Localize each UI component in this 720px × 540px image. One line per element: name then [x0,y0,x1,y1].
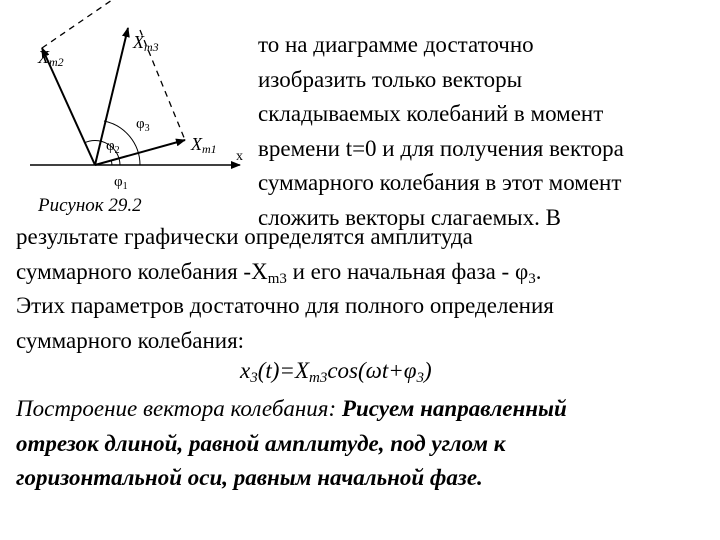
label-phi1: $\varphi_1$ [114,174,128,192]
vector-diagram-svg [0,0,260,200]
right-column-text [258,28,624,235]
construction-text [16,392,567,496]
text-line: то на диаграмме достаточно [258,32,534,57]
figure-caption: Рисунок 29.2 [38,195,142,216]
label-x-axis: x [236,149,243,164]
text-line: результате графически определятся амплитуда [16,224,473,249]
formula: $x_3(t)=X_{m3}\cos(\omega t+\varphi_3)$ [240,358,432,386]
label-xm1: Xm1 [191,134,217,156]
text-line: отрезок длиной, равной амплитуде, под углом к [16,430,506,456]
full-width-text [16,220,554,358]
text-line: Построение вектора колебания: Рисуем направленный [16,396,567,421]
text-line: суммарного колебания в этот момент [258,170,622,195]
text-line: суммарного колебания $-X_{m3}$ и его начальная фаза - $\varphi_3$. [16,258,542,287]
label-phi3: $\varphi_3$ [136,116,150,134]
construction-label: Построение вектора колебания [16,396,329,421]
vector-diagram [0,0,260,225]
text-line: изобразить только векторы [258,66,523,92]
label-xm3: Xm3 [133,32,159,54]
text-line: горизонтальной оси, равным начальной фазе. [16,465,483,490]
text-line: сложить векторы слагаемых. В [258,204,561,230]
dashed-line-1 [42,0,112,48]
text-line: времени t=0 и для получения вектора [258,135,624,161]
text-line: Этих параметров достаточно для полного определения [16,293,554,318]
text-line: складываемых колебаний в момент [258,101,604,126]
label-phi2: $\varphi_2$ [106,138,120,156]
text-line: суммарного колебания: [16,327,245,353]
label-xm2: Xm2 [38,47,64,69]
